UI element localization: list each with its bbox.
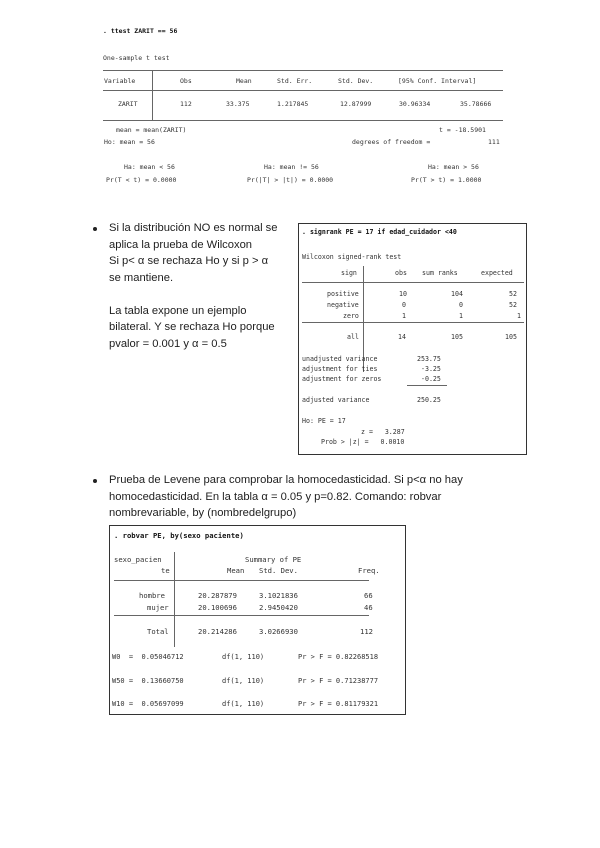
wilcoxon-all-exp: 105 <box>505 333 517 341</box>
robvar-test-pr: Pr > F = 0.82268518 <box>298 653 379 661</box>
wilcoxon-row-sign: positive <box>327 290 359 298</box>
robvar-row-sd: 2.9450420 <box>259 603 298 612</box>
ttest-header-obs: Obs <box>180 77 192 85</box>
ttest-row-mean: 33.375 <box>226 100 250 108</box>
robvar-total-group: Total <box>147 627 169 636</box>
ttest-row-sd: 12.87999 <box>340 100 372 108</box>
wilcoxon-header-sum: sum ranks <box>422 269 458 277</box>
ttest-ha-less: Ha: mean < 56 <box>124 163 175 171</box>
robvar-output <box>109 525 406 715</box>
wilcoxon-all-sign: all <box>347 333 359 341</box>
wilcoxon-var-value: 253.75 <box>417 355 441 363</box>
ttest-t-label: t = -18.5901 <box>439 126 486 134</box>
bullet-1-text <box>109 220 299 352</box>
ttest-heading: One-sample t test <box>103 54 170 62</box>
ttest-df-label: degrees of freedom = <box>352 138 431 146</box>
wilcoxon-var-value: -3.25 <box>421 365 441 373</box>
bullet-1-line: La tabla expone un ejemplo <box>109 304 247 317</box>
bullet-1-line: se mantiene. <box>109 271 174 284</box>
robvar-row-group: hombre <box>139 591 165 600</box>
robvar-group-label: sexo_pacien <box>114 555 162 564</box>
robvar-row-freq: 66 <box>364 591 373 600</box>
wilcoxon-z: z = 3.287 <box>361 428 405 436</box>
ttest-row-ci-high: 35.78666 <box>460 100 492 108</box>
ttest-p-neq: Pr(|T| > |t|) = 0.0000 <box>247 176 334 184</box>
ttest-row-se: 1.217845 <box>277 100 309 108</box>
wilcoxon-row-obs: 10 <box>399 290 407 298</box>
wilcoxon-header-expected: expected <box>481 269 513 277</box>
ttest-row-ci-low: 30.96334 <box>399 100 431 108</box>
ttest-h0: Ho: mean = 56 <box>104 138 155 146</box>
ttest-header-sd: Std. Dev. <box>338 77 374 85</box>
ttest-command: . ttest ZARIT == 56 <box>103 27 178 35</box>
ttest-top-rule <box>103 70 503 71</box>
ttest-mean-label: mean = mean(ZARIT) <box>116 126 187 134</box>
wilcoxon-row-sum: 104 <box>451 290 463 298</box>
robvar-header-rule <box>114 580 369 581</box>
robvar-total-sd: 3.0266930 <box>259 627 298 636</box>
robvar-test-df: df(1, 110) <box>222 677 265 685</box>
wilcoxon-var-rule <box>407 385 447 386</box>
robvar-summary: Summary of PE <box>245 555 302 564</box>
ttest-header-mean: Mean <box>236 77 252 85</box>
robvar-test-stat: W10 = 0.05697099 <box>112 700 184 708</box>
wilcoxon-row-exp: 52 <box>509 290 517 298</box>
wilcoxon-header-obs: obs <box>395 269 407 277</box>
robvar-header-sd: Std. Dev. <box>259 566 298 575</box>
robvar-row-freq: 46 <box>364 603 373 612</box>
wilcoxon-header-sign: sign <box>341 269 357 277</box>
bullet-1-line: bilateral. Y se rechaza Ho porque <box>109 321 275 333</box>
robvar-group-label-2: te <box>161 566 170 575</box>
ttest-p-less: Pr(T < t) = 0.0000 <box>106 176 177 184</box>
bullet-2-line: Prueba de Levene para comprobar la homocedasticidad. Si p<α no hay <box>109 474 463 486</box>
robvar-test-stat: W0 = 0.05046712 <box>112 653 184 661</box>
robvar-total-rule <box>114 615 369 616</box>
robvar-header-freq: Freq. <box>358 566 380 575</box>
wilcoxon-command: . signrank PE = 17 if edad_cuidador <40 <box>302 228 457 236</box>
ttest-ha-neq: Ha: mean != 56 <box>264 163 319 171</box>
wilcoxon-adjusted-value: 250.25 <box>417 396 441 404</box>
wilcoxon-all-rule <box>302 322 524 323</box>
bullet-1-line <box>109 286 299 303</box>
ttest-row-variable: ZARIT <box>118 100 138 108</box>
robvar-row-sd: 3.1021836 <box>259 591 298 600</box>
wilcoxon-adjusted-label: adjusted variance <box>302 396 370 404</box>
wilcoxon-row-obs: 0 <box>402 301 406 309</box>
robvar-command: . robvar PE, by(sexo paciente) <box>114 531 244 540</box>
wilcoxon-all-obs: 14 <box>398 333 406 341</box>
robvar-test-pr: Pr > F = 0.81179321 <box>298 700 379 708</box>
wilcoxon-var-label: adjustment for zeros <box>302 375 382 383</box>
wilcoxon-row-sign: zero <box>343 312 359 320</box>
bullet-1-line: Si la distribución NO es normal se <box>109 222 278 234</box>
bullet-1-line: aplica la prueba de Wilcoxon <box>109 238 253 251</box>
ttest-p-greater: Pr(T > t) = 1.0000 <box>411 176 482 184</box>
wilcoxon-h0: Ho: PE = 17 <box>302 417 346 425</box>
robvar-test-pr: Pr > F = 0.71238777 <box>298 677 379 685</box>
wilcoxon-row-sign: negative <box>327 301 359 309</box>
wilcoxon-var-value: -0.25 <box>421 375 441 383</box>
ttest-header-se: Std. Err. <box>277 77 313 85</box>
wilcoxon-var-label: unadjusted variance <box>302 355 378 363</box>
wilcoxon-header-rule <box>302 282 524 283</box>
bullet-1-line: pvalor = 0.001 y α = 0.5 <box>109 337 227 350</box>
robvar-test-df: df(1, 110) <box>222 653 265 661</box>
wilcoxon-output <box>298 223 527 455</box>
wilcoxon-heading: Wilcoxon signed-rank test <box>302 253 402 261</box>
wilcoxon-row-exp: 1 <box>517 312 521 320</box>
bullet-2-text <box>109 472 529 522</box>
robvar-test-df: df(1, 110) <box>222 700 265 708</box>
ttest-header-ci: [95% Conf. Interval] <box>398 77 477 85</box>
wilcoxon-p: Prob > |z| = 0.0010 <box>321 438 405 446</box>
bullet-1-marker <box>93 227 97 231</box>
ttest-ha-greater: Ha: mean > 56 <box>428 163 479 171</box>
ttest-header-variable: Variable <box>104 77 136 85</box>
robvar-test-stat: W50 = 0.13660750 <box>112 677 184 685</box>
wilcoxon-var-label: adjustment for ties <box>302 365 378 373</box>
wilcoxon-row-obs: 1 <box>402 312 406 320</box>
bullet-2-line: homocedasticidad. En la tabla α = 0.05 y p=0.82. Comando: robvar <box>109 490 442 503</box>
wilcoxon-row-sum: 1 <box>459 312 463 320</box>
bullet-1-line: Si p< α se rechaza Ho y si p > α <box>109 255 269 267</box>
ttest-divider <box>152 71 153 121</box>
wilcoxon-row-sum: 0 <box>459 301 463 309</box>
robvar-total-mean: 20.214286 <box>198 627 237 636</box>
wilcoxon-row-exp: 52 <box>509 301 517 309</box>
ttest-df-value: 111 <box>488 138 500 146</box>
robvar-divider <box>174 552 175 647</box>
robvar-header-mean: Mean <box>227 566 245 575</box>
robvar-row-mean: 20.100696 <box>198 603 237 612</box>
ttest-output <box>0 0 600 200</box>
ttest-bottom-rule <box>103 120 503 121</box>
bullet-2-marker <box>93 479 97 483</box>
wilcoxon-all-sum: 105 <box>451 333 463 341</box>
bullet-2-line: nombrevariable, by (nombredelgrupo) <box>109 507 297 519</box>
robvar-total-freq: 112 <box>360 627 373 636</box>
ttest-row-obs: 112 <box>180 100 192 108</box>
robvar-row-mean: 20.287879 <box>198 591 237 600</box>
ttest-header-rule <box>103 90 503 91</box>
robvar-row-group: mujer <box>147 603 169 612</box>
